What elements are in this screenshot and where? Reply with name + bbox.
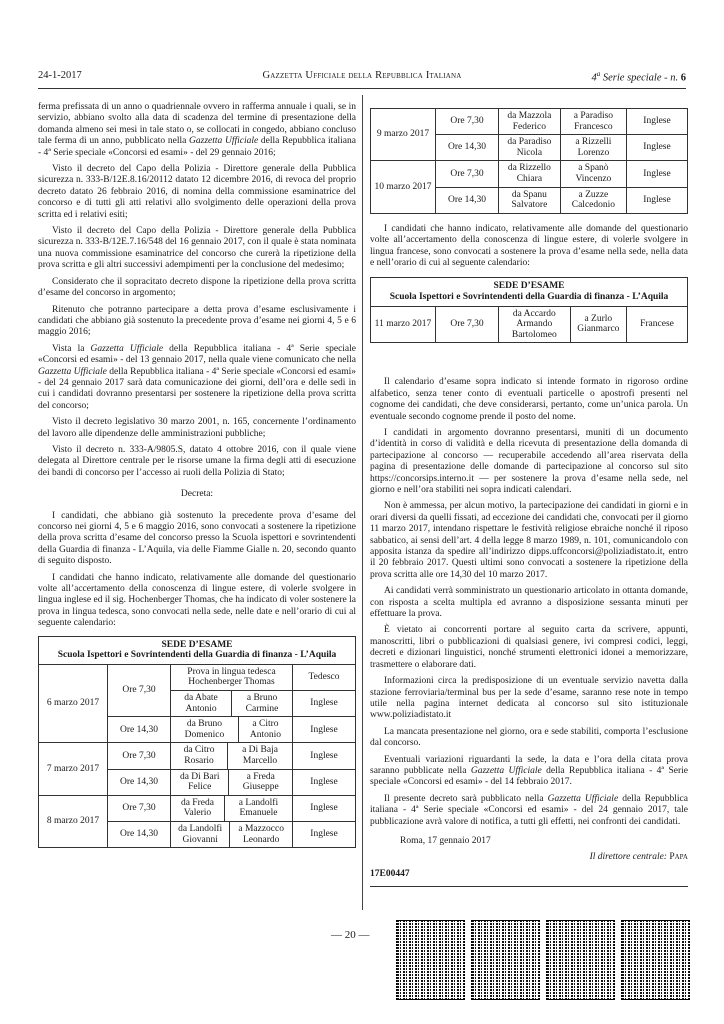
qr-code-icon <box>471 920 540 1000</box>
issue-date: 24-1-2017 <box>38 70 82 81</box>
table-row: Ore 14,30 da Bruno Domenico a Citro Antonio Inglese <box>39 717 356 743</box>
page-header <box>38 70 686 86</box>
paragraph: Ritenuto che potranno partecipare a detta prova d’esame esclusivamente i candidati che abbiano già sostenuto la precedente prova d’esame nei giorni 4, 5 e 6 maggio 2016; <box>38 304 356 338</box>
paragraph: Non è ammessa, per alcun motivo, la partecipazione dei candidati in giorni e in orari diversi da quelli fissati, ad eccezione dei candidati che, convocati per il giorno 11 marzo 2017, intendano rispettare le festività religiose ebraiche nonché il riposo sabbatico, ai sensi dell’art. 4 della legge 8 marzo 1989, n. 101, comunicandolo con apposita istanza da spedire all’indirizzo dipps.uffconcorsi@poliziadistato.it, entro il 20 febbraio 2017. Questi ultimi sono convocati a sostenere la ripetizione della prova scritta alle ore 14,30 del 10 marzo 2017. <box>370 501 688 580</box>
paragraph: Informazioni circa la predisposizione di un eventuale servizio navetta dalla stazione ferroviaria/terminal bus per la sede d’esame, saranno rese note in tempo utile nella pagina internet dedicata al concorso sul sito istituzionale www.poliziadistato.it <box>370 676 688 721</box>
qr-codes <box>396 920 690 998</box>
paragraph: Visto il decreto del Capo della Polizia - Direttore generale della Pubblica sicurezza n. 333-B/12E.7.16/548 del 16 gennaio 2017, con il quale è stata nominata una nuova commissione esaminatrice del concorso che curerà la ripetizione della prova scritta e gli altri successivi adempimenti per la conclusione del medesimo; <box>38 226 356 271</box>
paragraph: Visto il decreto legislativo 30 marzo 2001, n. 165, concernente l’ordinamento del lavoro alle dipendenze delle amministrazioni pubbliche; <box>38 417 356 439</box>
gazette-title: Gazzetta Ufficiale della Repubblica Italiana <box>262 70 462 81</box>
signature: Il direttore centrale: Papa <box>589 852 688 863</box>
paragraph: È vietato ai concorrenti portare al seguito carta da scrivere, appunti, manoscritti, libri o pubblicazioni di qualsiasi genere, ivi compresi codici, leggi, decreti e dizionari linguistici, nonché strumenti elettronici idonei a memorizzare, trasmettere o elaborare dati. <box>370 625 688 670</box>
header-rule <box>38 88 686 89</box>
series-number: 4$^a$ Serie speciale - n. 6 <box>591 70 686 84</box>
paragraph: Il presente decreto sarà pubblicato nella Gazzetta Ufficiale della Repubblica italiana - 4ª Serie speciale «Concorsi ed esami» - del 24 gennaio 2017, tale pubblicazione avrà valore di notifica, a tutti gli effetti, nei confronti dei candidati. <box>370 793 688 827</box>
table-row: 10 marzo 2017 Ore 7,30 da Rizzello Chiara a Spanò Vincenzo Inglese <box>371 161 688 187</box>
paragraph: ferma prefissata di un anno o quadriennale ovvero in rafferma annuale i quali, se in servizio, abbiano svolto alla data di scadenza del termine di presentazione della domanda almeno sei mesi in tale stato o, se collocati in congedo, abbiano concluso tale ferma di un anno, pubblicato nella Gazzetta Ufficiale della Repubblica italiana - 4ª Serie speciale «Concorsi ed esami» - del 29 gennaio 2016; <box>38 102 356 158</box>
paragraph: Vista la Gazzetta Ufficiale della Repubblica italiana - 4ª Serie speciale «Concorsi ed esami» - del 13 gennaio 2017, nella quale viene comunicato che nella Gazzetta Ufficiale della Repubblica italiana - 4ª Serie speciale «Concorsi ed esami» - del 24 gennaio 2017 sarà data comunicazione dei giorni, dell’ora e delle sedi in cui i candidati dovranno presentarsi per sostenere la ripetizione della prova scritta del concorso; <box>38 343 356 411</box>
document-code: 17E00447 <box>370 868 410 879</box>
table-row: Ore 14,30 da Landolfi Giovanni a Mazzocco Leonardo Inglese <box>39 821 356 847</box>
decreta-heading: Decreta: <box>180 489 214 500</box>
exam-calendar-table <box>38 636 356 849</box>
page-number: — 20 — <box>331 929 370 941</box>
qr-code-icon <box>621 920 690 1000</box>
table-row: Ore 14,30 da Spanu Salvatore a Zuzze Calcedonio Inglese <box>371 187 688 213</box>
table-row: 11 marzo 2017 Ore 7,30 da Accardo Armando Bartolomeo a Zurlo Gianmarco Francese <box>371 306 688 343</box>
table-header: SEDE D’ESAME Scuola Ispettori e Sovrintendenti della Guardia di finanza - L’Aquila <box>371 278 688 306</box>
table-row: Ore 14,30 da Paradiso Nicola a Rizzelli Lorenzo Inglese <box>371 135 688 161</box>
left-column <box>38 102 356 848</box>
french-calendar-table <box>370 277 688 343</box>
table-row: 9 marzo 2017 Ore 7,30 da Mazzola Federico a Paradiso Francesco Inglese <box>371 109 688 135</box>
end-rule <box>370 886 688 887</box>
exam-calendar-table-continued <box>370 108 688 214</box>
column-divider <box>362 95 363 910</box>
paragraph: Ai candidati verrà somministrato un questionario articolato in ottanta domande, con risposta a scelta multipla ed avranno a disposizione sessanta minuti per effettuare la prova. <box>370 586 688 620</box>
paragraph: I candidati che hanno indicato, relativamente alle domande del questionario volte all’accertamento della conoscenza di lingue estere, di volerle svolgere in lingua inglese ed il sig. Hochenberger Thomas, che ha indicato di voler sostenere la prova in lingua tedesca, sono convocati nella sede, nelle date e nell’orario di cui al seguente calendario: <box>38 572 356 629</box>
qr-code-icon <box>396 920 465 1000</box>
table-row: 6 marzo 2017 Ore 7,30 Prova in lingua tedesca Hochenberger Thomas Tedesco <box>39 664 356 690</box>
paragraph: Eventuali variazioni riguardanti la sede, la data e l’ora della citata prova saranno pubblicate nella Gazzetta Ufficiale della Repubblica italiana - 4ª Serie speciale «Concorsi ed esami» - del 14 febbraio 2017. <box>370 754 688 788</box>
paragraph: I candidati che hanno indicato, relativamente alle domande del questionario volte all’accertamento della conoscenza di lingue estere, di volerle svolgere in lingua francese, sono convocati a sostenere la prova d’esame nella sede, nella data e nell’orario di cui al seguente calendario: <box>370 223 688 268</box>
table-row: 7 marzo 2017 Ore 7,30 da Citro Rosario a Di Baja Marcello Inglese <box>39 743 356 769</box>
paragraph: Considerato che il sopracitato decreto dispone la ripetizione della prova scritta d’esame del concorso in argomento; <box>38 276 356 299</box>
table-header: SEDE D’ESAME Scuola Ispettori e Sovrintendenti della Guardia di finanza - L’Aquila <box>39 636 356 664</box>
paragraph: I candidati, che abbiano già sostenuto la precedente prova d’esame del concorso nei giorni 4, 5 e 6 maggio 2016, sono convocati a sostenere la ripetizione della prova scritta d’esame del concorso presso la Scuola ispettori e sovrintendenti della Guardia di finanza - L’Aquila, via delle Fiamme Gialle n. 20, secondo quanto di seguito disposto. <box>38 510 356 567</box>
paragraph: I candidati in argomento dovranno presentarsi, muniti di un documento d’identità in corso di validità e della ricevuta di presentazione della domanda di partecipazione al concorso — recuperabile accedendo all’area riservata della pagina di presentazione delle domande di partecipazione al concorso sul sito https://concorsips.interno.it — per sostenere la prova d’esame nella sede, nel giorno e nell’ora stabiliti nei sopra indicati calendari. <box>370 427 688 495</box>
paragraph: La mancata presentazione nel giorno, ora e sede stabiliti, comporta l’esclusione dal concorso. <box>370 726 688 749</box>
table-row: da Abate Antonio a Bruno Carmine Inglese <box>39 691 356 717</box>
table-row: 8 marzo 2017 Ore 7,30 da Freda Valerio a Landolfi Emanuele Inglese <box>39 795 356 821</box>
paragraph: Visto il decreto del Capo della Polizia - Direttore generale della Pubblica sicurezza n. 333-B/12E.8.16/20112 datato 12 dicembre 2016, di revoca del proprio decreto datato 26 febbraio 2016, di nomina della commissione esaminatrice del concorso e di tutti gli atti relativi allo svolgimento delle operazioni della prova scritta ed i relativi esiti; <box>38 164 356 220</box>
table-row: Ore 14,30 da Di Bari Felice a Freda Giuseppe Inglese <box>39 769 356 795</box>
paragraph: Il calendario d’esame sopra indicato si intende formato in rigoroso ordine alfabetico, senza tener conto di eventuali particelle o apostrofi presenti nel cognome dei candidati, che deve considerarsi, pertanto, come un’unica parola. Un eventuale secondo cognome prende il posto del nome. <box>370 377 688 422</box>
paragraph: Visto il decreto n. 333-A/9805.S, datato 4 ottobre 2016, con il quale viene delegata al Direttore centrale per le risorse umane la firma degli atti di esecuzione dei bandi di concorso per l’accesso ai ruoli della Polizia di Stato; <box>38 444 356 478</box>
place-date: Roma, 17 gennaio 2017 <box>400 835 491 846</box>
qr-code-icon <box>546 920 615 1000</box>
right-column <box>370 108 688 887</box>
